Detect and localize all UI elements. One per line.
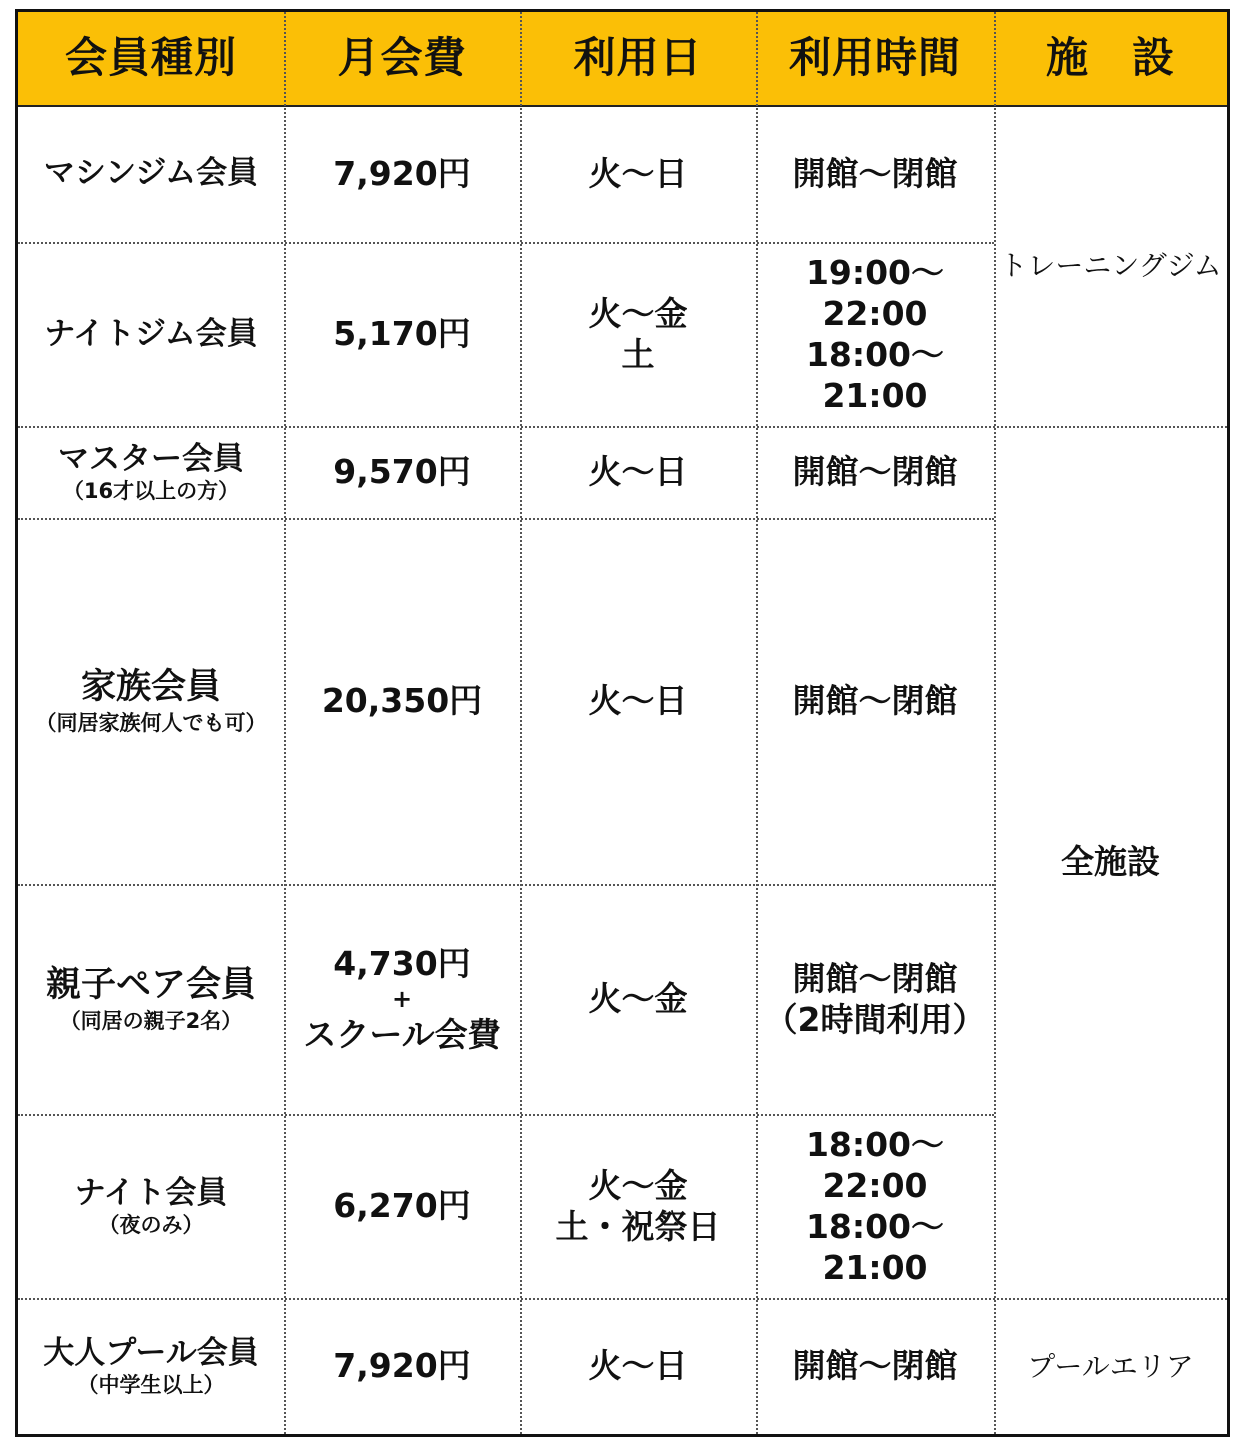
hours-cell [756,242,994,426]
days-cell [520,1114,756,1298]
member-type-name: マスター会員 [58,440,244,477]
hours-cell [756,1114,994,1298]
facility-cell [994,105,1227,426]
days-cell [520,884,756,1114]
fee-amount: 7,920円 [333,153,471,193]
usage-hours: 開館～閉館 [792,452,958,492]
member-type-note: （中学生以上） [77,1373,225,1398]
member-type-name: ナイトジム会員 [44,315,258,352]
member-type-cell [18,518,284,884]
fee-amount: 4,730円 [333,943,471,983]
usage-hours: 開館～閉館 [792,1346,958,1386]
days-cell [520,426,756,518]
facility-cell [994,426,1227,1298]
hours-cell [756,884,994,1114]
member-type-name: ナイト会員 [74,1174,228,1211]
facility-name: 全施設 [1061,842,1160,882]
member-type-cell [18,884,284,1114]
member-type-name: 親子ペア会員 [45,965,256,1005]
hours-cell [756,1298,994,1434]
header-monthly-fee: 月会費 [284,12,520,105]
fee-amount: 5,170円 [333,314,471,354]
usage-hours: 開館～閉館 [792,681,958,721]
fee-cell [284,884,520,1114]
hours-cell [756,426,994,518]
member-type-name: 大人プール会員 [43,1334,259,1371]
usage-hours: 18:00～22:00 [805,1124,945,1205]
days-cell [520,518,756,884]
usage-hours-note: （2時間利用） [764,1000,986,1039]
usage-days: 火～日 [588,681,688,721]
days-cell [520,105,756,242]
fee-cell [284,426,520,518]
membership-table [15,9,1230,1437]
days-cell [520,242,756,426]
days-cell [520,1298,756,1434]
member-type-note: （夜のみ） [98,1213,204,1238]
hours-cell [756,105,994,242]
usage-days: 火～日 [588,153,688,193]
usage-hours: 開館～閉館 [792,153,958,193]
facility-cell [994,1298,1227,1434]
facility-name: プールエリア [1027,1349,1194,1383]
member-type-name: マシンジム会員 [43,155,259,192]
usage-days: 土 [621,335,655,374]
member-type-cell [18,426,284,518]
fee-cell [284,1298,520,1434]
fee-cell [284,1114,520,1298]
member-type-name: 家族会員 [80,667,221,707]
member-type-cell [18,242,284,426]
member-type-cell [18,105,284,242]
usage-days: 火～金 [588,979,688,1019]
fee-amount: 6,270円 [333,1186,471,1226]
member-type-note: （同居の親子2名） [59,1008,243,1033]
header-member-type: 会員種別 [18,12,284,105]
usage-days: 火～金 [588,293,688,333]
usage-days: 火～日 [588,1346,688,1386]
usage-hours: 18:00～21:00 [805,335,945,416]
fee-cell [284,518,520,884]
header-usage-hours: 利用時間 [756,12,994,105]
usage-days: 火～日 [588,452,688,492]
fee-amount: 9,570円 [333,452,471,492]
fee-amount: 7,920円 [333,1346,471,1386]
member-type-cell [18,1298,284,1434]
usage-days: 火～金 [588,1165,688,1205]
member-type-cell [18,1114,284,1298]
usage-hours: 18:00～21:00 [805,1207,945,1288]
fee-extra: スクール会費 [303,1015,501,1054]
fee-plus: + [391,985,413,1013]
fee-cell [284,105,520,242]
fee-amount: 20,350円 [321,681,483,721]
facility-name: トレーニングジム [999,249,1222,282]
usage-hours: 19:00～22:00 [805,252,945,333]
hours-cell [756,518,994,884]
usage-hours: 開館～閉館 [792,958,958,998]
member-type-note: （同居家族何人でも可） [35,710,267,735]
header-facility: 施 設 [994,12,1227,105]
member-type-note: （16才以上の方） [62,479,240,504]
fee-cell [284,242,520,426]
usage-days: 土・祝祭日 [555,1207,721,1246]
header-usage-days: 利用日 [520,12,756,105]
